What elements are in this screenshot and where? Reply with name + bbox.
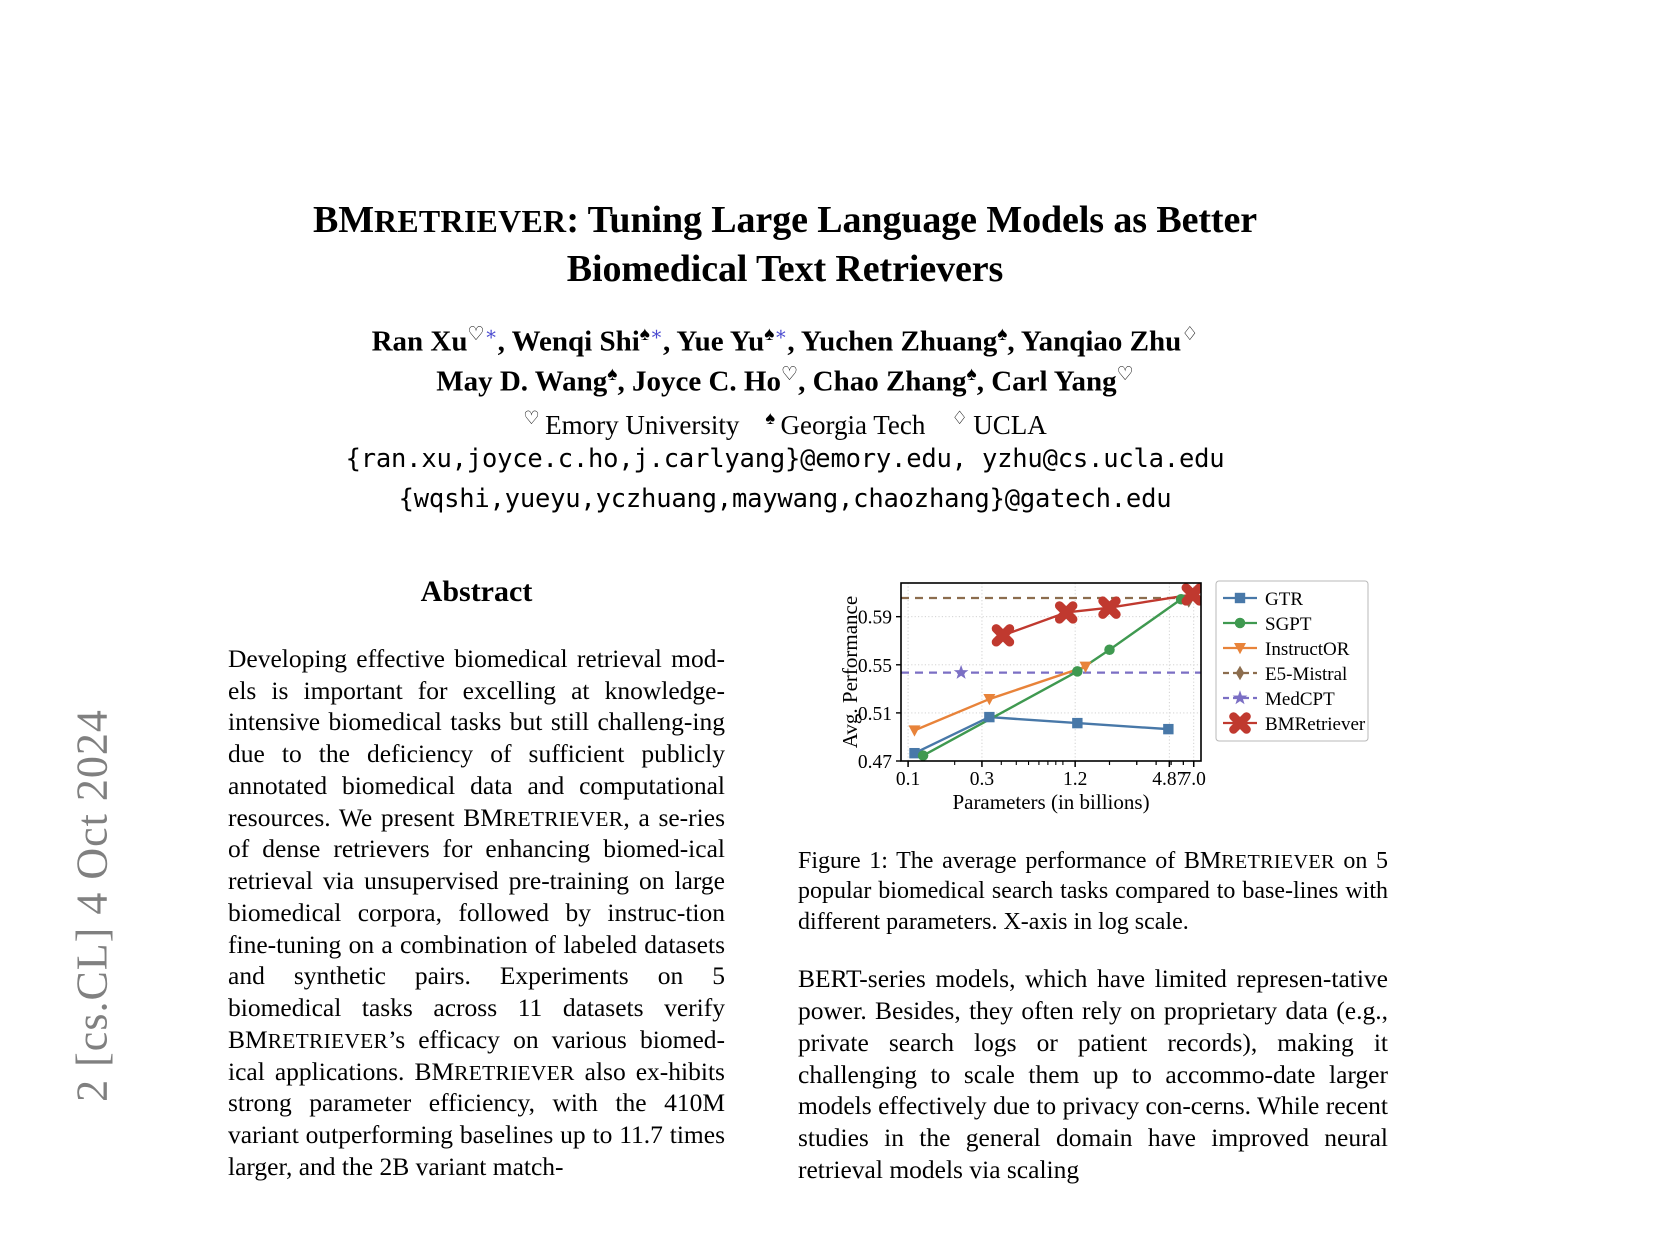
equal-contribution-marker: ∗ <box>484 324 498 345</box>
chart-marker-bmretriever <box>1059 606 1073 620</box>
chart-marker-sgpt <box>1104 645 1115 656</box>
author-affil-symbol: ♠ <box>764 324 775 345</box>
abstract-heading: Abstract <box>420 575 533 608</box>
chart-legend-item-bmretriever[interactable] <box>1223 714 1366 735</box>
right-column-paragraph: BERT-series models, which have limited represen-tative power. Besides, they often rely on proprietary data (e.g., private search logs or patient records), making it challenging to scale them up to accommo-date larger models effectively due to privacy con-cerns. While recent studies in the general domain have improved neural retrieval models via scaling <box>798 964 1388 1184</box>
chart-marker-sgpt <box>1072 666 1083 677</box>
legend-marker-sample <box>1235 593 1245 603</box>
affiliation-symbol: ♡ <box>523 408 540 429</box>
chart-marker-gtr <box>984 712 994 722</box>
left-column <box>228 575 725 1182</box>
chart-marker-sgpt <box>918 750 929 761</box>
title-smallcaps-rest: RETRIEVER <box>373 204 567 239</box>
author-name: Ran Xu <box>371 325 468 358</box>
author-name: Joyce C. Ho <box>631 365 781 398</box>
author-affil-symbol: ♠ <box>607 364 618 386</box>
legend-label: GTR <box>1265 589 1303 610</box>
arxiv-stamp: 2 [cs.CL] 4 Oct 2024 <box>67 709 117 1102</box>
title-line1-tail: : Tuning Large Language Models as Better <box>566 199 1258 241</box>
chart-xtick-label: 0.3 <box>969 769 995 790</box>
legend-label: InstructOR <box>1265 639 1350 660</box>
chart-ytick-label: 0.59 <box>857 607 892 629</box>
equal-contribution-marker: ∗ <box>649 324 663 345</box>
chart-marker-bmretriever <box>996 629 1010 643</box>
author-affil-symbol: ♠ <box>639 324 650 345</box>
chart-ylabel: Avg. Performance <box>838 595 862 749</box>
figure-caption: Figure 1: The average performance of BMRETRIEVER on 5 popular biomedical search tasks compared to base-lines with different parameters. X-axis in log scale. <box>798 848 1389 935</box>
legend-marker-sample <box>1235 618 1246 629</box>
chart-marker-gtr <box>1163 724 1173 734</box>
page-title <box>280 196 1290 294</box>
affiliation-symbol: ♠ <box>765 408 776 429</box>
chart-xtick-label: 0.1 <box>895 769 921 790</box>
chart-xtick-label: 4.87 <box>1152 769 1187 790</box>
author-block <box>280 322 1290 445</box>
paper-title-line1 <box>280 196 1290 245</box>
author-affil-symbol: ♢ <box>1181 324 1199 345</box>
chart-ytick-label: 0.51 <box>857 703 892 725</box>
author-name: Wenqi Shi <box>511 325 640 358</box>
legend-label: E5-Mistral <box>1265 664 1348 685</box>
legend-marker-sample <box>1234 717 1247 730</box>
author-name: Carl Yang <box>991 365 1117 398</box>
chart-ytick-label: 0.55 <box>857 655 892 677</box>
author-name: Chao Zhang <box>812 365 967 398</box>
affiliation-name: UCLA <box>973 410 1047 441</box>
email-line-1: {ran.xu,joyce.c.ho,j.carlyang}@emory.edu, yzhu@cs.ucla.edu <box>345 444 1225 474</box>
chart-ytick-label: 0.47 <box>857 752 892 773</box>
author-affil-symbol: ♡ <box>780 364 799 386</box>
author-affil-symbol: ♠ <box>966 364 977 386</box>
title-smallcaps-prefix: BM <box>312 199 374 241</box>
email-block <box>280 440 1290 519</box>
author-affil-symbol: ♠ <box>997 324 1008 345</box>
legend-label: BMRetriever <box>1265 714 1366 735</box>
author-line-2: May D. Wang♠, Joyce C. Ho♡, Chao Zhang♠, Carl Yang♡ <box>436 364 1134 398</box>
chart-marker-bmretriever <box>1186 588 1200 602</box>
equal-contribution-marker: ∗ <box>774 324 788 345</box>
chart-xlabel: Parameters (in billions) <box>952 790 1150 814</box>
author-name: Yanqiao Zhu <box>1020 325 1182 358</box>
right-column <box>798 575 1388 1186</box>
author-name: May D. Wang <box>436 365 608 398</box>
legend-label: MedCPT <box>1265 689 1335 710</box>
chart-xtick-label: 1.2 <box>1062 769 1088 790</box>
paper-title-line2: Biomedical Text Retrievers <box>566 248 1004 291</box>
affiliation-symbol: ♢ <box>951 408 968 429</box>
affiliation-name: Emory University <box>545 410 740 441</box>
email-line-2: {wqshi,yueyu,yczhuang,maywang,chaozhang}@gatech.edu <box>398 483 1172 514</box>
chart-xtick-label: 7.0 <box>1181 769 1206 790</box>
chart-marker-bmretriever <box>1103 601 1117 615</box>
affiliation-name: Georgia Tech <box>780 410 926 441</box>
legend-label: SGPT <box>1265 614 1312 635</box>
author-name: Yue Yu <box>676 325 765 358</box>
chart-marker-gtr <box>1072 718 1082 728</box>
author-line-1: Ran Xu♡∗, Wenqi Shi♠∗, Yue Yu♠∗, Yuchen Zhuang♠, Yanqiao Zhu♢ <box>371 324 1199 358</box>
figure-1 <box>798 575 1388 820</box>
performance-line-chart <box>798 575 1388 820</box>
abstract-paragraph: Developing effective biomedical retrieval mod-els is important for excelling at knowledge-intensive biomedical tasks but still challeng-ing due to the deficiency of sufficient publicly annotated biomedical data and computational resources. We present BMRETRIEVER, a se-ries of dense retrievers for enhancing biomed-ical retrieval via unsupervised pre-training on large biomedical corpora, followed by instruc-tion fine-tuning on a combination of labeled datasets and synthetic pairs. Experiments on 5 biomedical tasks across 11 datasets verify BMRETRIEVER’s efficacy on various biomed-ical applications. BMRETRIEVER also ex-hibits strong parameter efficiency, with the 410M variant outperforming baselines up to 11.7 times larger, and the 2B variant match- <box>228 644 725 1181</box>
author-affil-symbol: ♡ <box>1116 364 1134 386</box>
author-name: Yuchen Zhuang <box>800 325 998 358</box>
author-affil-symbol: ♡ <box>467 324 485 345</box>
